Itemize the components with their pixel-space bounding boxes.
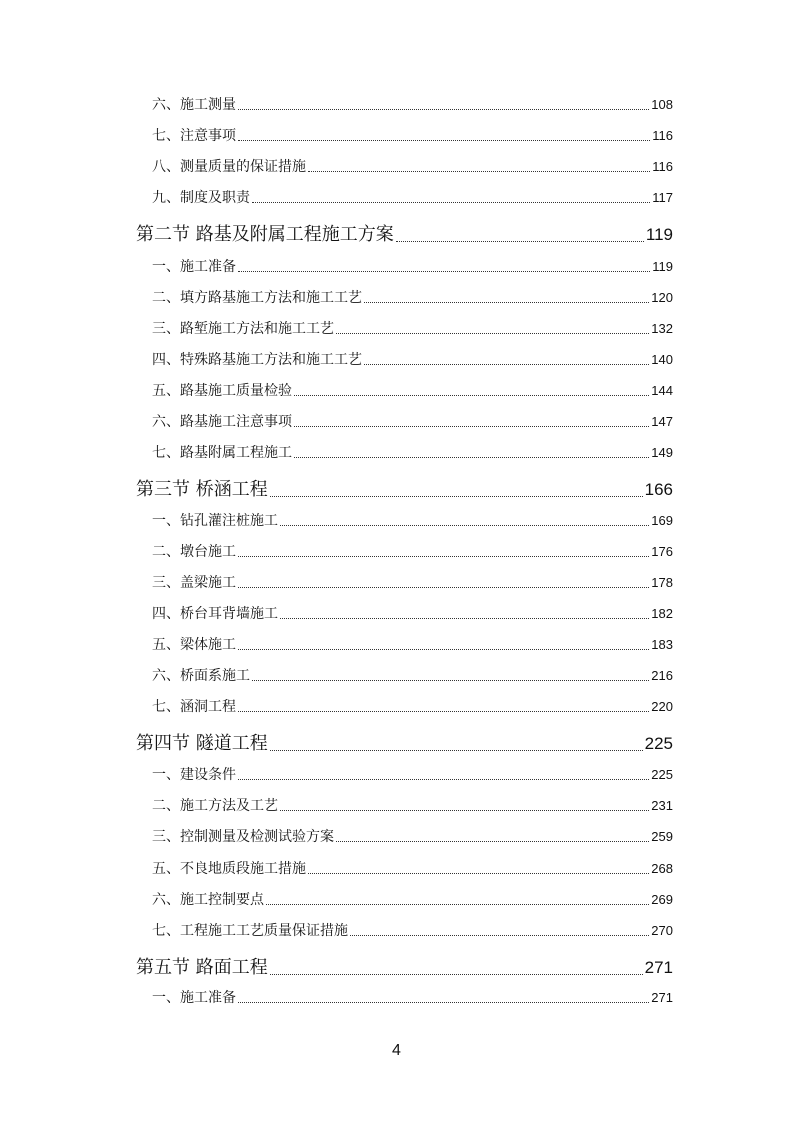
toc-entry[interactable]: [152, 411, 673, 431]
toc-entry-page: 119: [652, 259, 673, 274]
toc-entry-page: 178: [651, 575, 673, 590]
toc-entry-page: 108: [651, 97, 673, 112]
toc-entry-page: 147: [651, 414, 673, 429]
toc-entry[interactable]: [152, 510, 673, 530]
toc-dot-leader: [238, 556, 649, 557]
toc-entry-page: 225: [651, 767, 673, 782]
toc-section-entry[interactable]: [136, 475, 673, 501]
toc-entry-title: 七、工程施工工艺质量保证措施: [152, 923, 348, 939]
toc-dot-leader: [350, 935, 649, 936]
toc-dot-leader: [238, 109, 649, 110]
toc-entry-page: 259: [651, 829, 673, 844]
toc-dot-leader: [238, 649, 649, 650]
toc-entry-page: 268: [651, 861, 673, 876]
toc-dot-leader: [270, 496, 643, 497]
toc-dot-leader: [336, 333, 649, 334]
toc-entry-page: 231: [651, 798, 673, 813]
toc-entry-page: 169: [651, 513, 673, 528]
toc-entry[interactable]: [152, 634, 673, 654]
toc-entry-page: 140: [651, 352, 673, 367]
toc-entry-title: 七、涵洞工程: [152, 699, 236, 715]
toc-entry-page: 132: [651, 321, 673, 336]
toc-entry-title: 四、桥台耳背墙施工: [152, 606, 278, 622]
toc-entry-title: 第二节 路基及附属工程施工方案: [136, 224, 394, 245]
page-number: 4: [392, 1042, 401, 1059]
toc-entry-page: 182: [651, 606, 673, 621]
toc-entry-title: 第五节 路面工程: [136, 957, 268, 978]
toc-entry-title: 六、施工测量: [152, 97, 236, 113]
toc-entry[interactable]: [152, 541, 673, 561]
toc-entry-title: 五、不良地质段施工措施: [152, 861, 306, 877]
toc-entry[interactable]: [152, 287, 673, 307]
toc-entry[interactable]: [152, 572, 673, 592]
toc-dot-leader: [238, 711, 649, 712]
toc-section-entry[interactable]: [136, 220, 673, 246]
toc-entry[interactable]: [152, 696, 673, 716]
toc-entry[interactable]: [152, 858, 673, 878]
toc-entry[interactable]: [152, 256, 673, 276]
toc-entry-page: 271: [644, 958, 673, 977]
toc-dot-leader: [396, 241, 644, 242]
toc-entry-page: 166: [644, 480, 673, 499]
toc-entry[interactable]: [152, 156, 673, 176]
toc-entry-title: 六、施工控制要点: [152, 892, 264, 908]
toc-entry[interactable]: [152, 349, 673, 369]
toc-entry-title: 一、施工准备: [152, 259, 236, 275]
toc-entry-title: 二、填方路基施工方法和施工工艺: [152, 290, 362, 306]
toc-entry[interactable]: [152, 889, 673, 909]
toc-entry-title: 三、盖梁施工: [152, 575, 236, 591]
toc-entry-title: 一、钻孔灌注桩施工: [152, 513, 278, 529]
toc-entry-title: 一、建设条件: [152, 767, 236, 783]
toc-entry-page: 269: [651, 892, 673, 907]
toc-dot-leader: [364, 364, 649, 365]
toc-dot-leader: [238, 271, 650, 272]
toc-entry-title: 四、特殊路基施工方法和施工工艺: [152, 352, 362, 368]
toc-dot-leader: [336, 841, 649, 842]
toc-entry-title: 六、路基施工注意事项: [152, 414, 292, 430]
toc-entry[interactable]: [152, 187, 673, 207]
toc-entry-title: 第四节 隧道工程: [136, 733, 268, 754]
toc-entry[interactable]: [152, 318, 673, 338]
toc-entry[interactable]: [152, 920, 673, 940]
toc-entry-title: 九、制度及职责: [152, 190, 250, 206]
toc-section-entry[interactable]: [136, 953, 673, 979]
toc-dot-leader: [280, 525, 649, 526]
toc-entry[interactable]: [152, 795, 673, 815]
toc-dot-leader: [238, 779, 649, 780]
toc-entry-page: 183: [651, 637, 673, 652]
toc-entry-title: 七、路基附属工程施工: [152, 445, 292, 461]
toc-dot-leader: [308, 873, 649, 874]
toc-dot-leader: [252, 202, 650, 203]
toc-entry-title: 八、测量质量的保证措施: [152, 159, 306, 175]
toc-entry-title: 三、路堑施工方法和施工工艺: [152, 321, 334, 337]
toc-entry[interactable]: [152, 94, 673, 114]
toc-section-entry[interactable]: [136, 729, 673, 755]
toc-entry[interactable]: [152, 826, 673, 846]
toc-entry-page: 144: [651, 383, 673, 398]
toc-entry-title: 二、墩台施工: [152, 544, 236, 560]
toc-entry-page: 270: [651, 923, 673, 938]
toc-entry-page: 271: [651, 990, 673, 1005]
toc-entry-page: 116: [652, 128, 673, 143]
toc-entry-title: 五、路基施工质量检验: [152, 383, 292, 399]
toc-entry-page: 116: [652, 159, 673, 174]
toc-entry-title: 第三节 桥涵工程: [136, 479, 268, 500]
toc-dot-leader: [270, 974, 643, 975]
toc-dot-leader: [294, 426, 649, 427]
toc-entry-title: 二、施工方法及工艺: [152, 798, 278, 814]
toc-entry[interactable]: [152, 442, 673, 462]
toc-entry-page: 149: [651, 445, 673, 460]
toc-entry[interactable]: [152, 380, 673, 400]
toc-dot-leader: [238, 1002, 649, 1003]
toc-entry[interactable]: [152, 764, 673, 784]
toc-entry-title: 七、注意事项: [152, 128, 236, 144]
toc-dot-leader: [270, 750, 643, 751]
toc-entry-page: 117: [652, 190, 673, 205]
toc-entry-title: 一、施工准备: [152, 990, 236, 1006]
toc-entry-page: 220: [651, 699, 673, 714]
toc-dot-leader: [364, 302, 649, 303]
toc-dot-leader: [238, 140, 650, 141]
toc-dot-leader: [308, 171, 650, 172]
toc-entry-title: 六、桥面系施工: [152, 668, 250, 684]
toc-dot-leader: [238, 587, 649, 588]
toc-entry-page: 119: [645, 225, 673, 244]
toc-entry[interactable]: [152, 603, 673, 623]
toc-entry[interactable]: [152, 125, 673, 145]
toc-entry-page: 120: [651, 290, 673, 305]
toc-entry-page: 216: [651, 668, 673, 683]
toc-dot-leader: [280, 810, 649, 811]
toc-dot-leader: [294, 395, 649, 396]
toc-entry-title: 三、控制测量及检测试验方案: [152, 829, 334, 845]
toc-entry-title: 五、梁体施工: [152, 637, 236, 653]
toc-entry[interactable]: [152, 987, 673, 1007]
toc-dot-leader: [252, 680, 649, 681]
toc-dot-leader: [266, 904, 649, 905]
toc-entry-page: 225: [644, 734, 673, 753]
toc-dot-leader: [294, 457, 649, 458]
toc-entry-page: 176: [651, 544, 673, 559]
toc-entry[interactable]: [152, 665, 673, 685]
toc-dot-leader: [280, 618, 649, 619]
